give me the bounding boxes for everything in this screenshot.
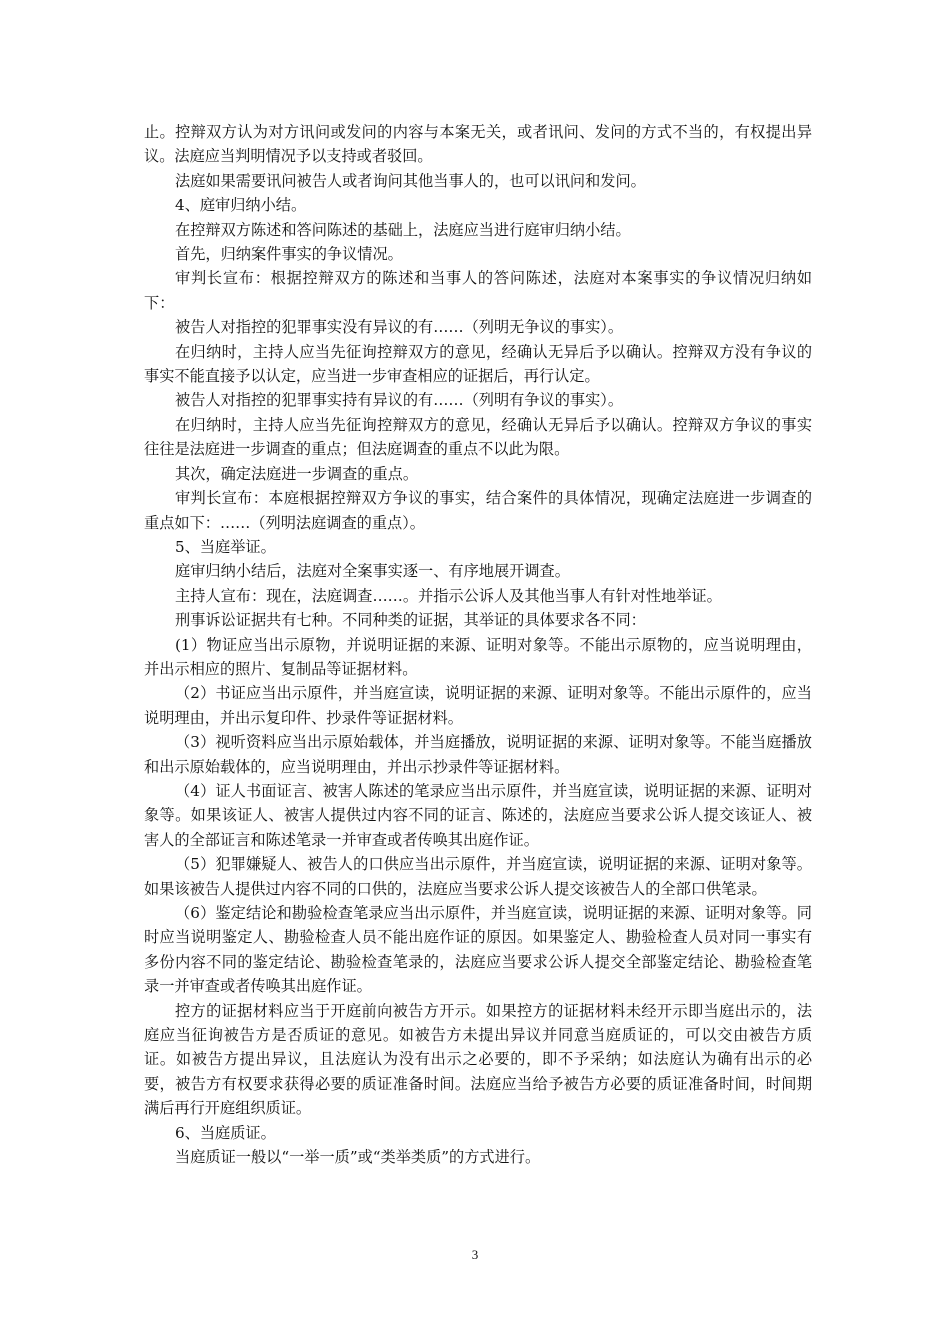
list-item: （6）鉴定结论和勘验检查笔录应当出示原件，并当庭宣读，说明证据的来源、证明对象等。同时应当说明鉴定人、勘验检查人员不能出庭作证的原因。如果鉴定人、勘验检查人员对同一事实有多份内容不同的鉴定结论、勘验检查笔录的，法庭应当要求公诉人提交全部鉴定结论、勘验检查笔录一并审查或者传唤其出庭作证。 <box>144 904 812 996</box>
paragraph: 被告人对指控的犯罪事实没有异议的有……（列明无争议的事实）。 <box>175 318 624 337</box>
list-item: （2）书证应当出示原件，并当庭宣读，说明证据的来源、证明对象等。不能出示原件的，应当说明理由，并出示复印件、抄录件等证据材料。 <box>144 684 812 727</box>
paragraph: 在控辩双方陈述和答问陈述的基础上，法庭应当进行庭审归纳小结。 <box>175 220 631 239</box>
section-heading: 4、庭审归纳小结。 <box>175 196 307 215</box>
list-item: (1）物证应当出示原物，并说明证据的来源、证明对象等。不能出示原物的，应当说明理由，并出示相应的照片、复制品等证据材料。 <box>144 635 812 678</box>
paragraph: 法庭如果需要讯问被告人或者询问其他当事人的，也可以讯问和发问。 <box>175 171 646 190</box>
paragraph: 庭审归纳小结后，法庭对全案事实逐一、有序地展开调查。 <box>175 562 570 581</box>
paragraph: 在归纳时，主持人应当先征询控辩双方的意见，经确认无异后予以确认。控辩双方争议的事实往往是法庭进一步调查的重点；但法庭调查的重点不以此为限。 <box>144 415 812 459</box>
paragraph: 当庭质证一般以“一举一质”或“类举类质”的方式进行。 <box>175 1148 541 1167</box>
paragraph: 审判长宣布：根据控辩双方的陈述和当事人的答问陈述，法庭对本案事实的争议情况归纳如下： <box>144 269 812 312</box>
section-heading: 5、当庭举证。 <box>175 537 276 556</box>
paragraph: 被告人对指控的犯罪事实持有异议的有……（列明有争议的事实）。 <box>175 391 624 410</box>
paragraph: 审判长宣布：本庭根据控辩双方争议的事实，结合案件的具体情况，现确定法庭进一步调查的重点如下：……（列明法庭调查的重点）。 <box>144 489 812 532</box>
paragraph: 其次，确定法庭进一步调查的重点。 <box>175 464 418 483</box>
paragraph: 在归纳时，主持人应当先征询控辩双方的意见，经确认无异后予以确认。控辩双方没有争议的事实不能直接予以认定，应当进一步审查相应的证据后，再行认定。 <box>144 342 812 386</box>
paragraph: 止。控辩双方认为对方讯问或发问的内容与本案无关，或者讯问、发问的方式不当的，有权提出异议。法庭应当判明情况予以支持或者驳回。 <box>144 123 812 166</box>
paragraph: 首先，归纳案件事实的争议情况。 <box>175 245 403 264</box>
document-body <box>144 120 812 1169</box>
paragraph: 主持人宣布：现在，法庭调查……。并指示公诉人及其他当事人有针对性地举证。 <box>175 586 722 605</box>
paragraph: 刑事诉讼证据共有七种。不同种类的证据，其举证的具体要求各不同： <box>175 611 646 630</box>
list-item: （4）证人书面证言、被害人陈述的笔录应当出示原件，并当庭宣读，说明证据的来源、证明对象等。如果该证人、被害人提供过内容不同的证言、陈述的，法庭应当要求公诉人提交该证人、被害人的全部证言和陈述笔录一并审查或者传唤其出庭作证。 <box>144 781 812 849</box>
list-item: （5）犯罪嫌疑人、被告人的口供应当出示原件，并当庭宣读，说明证据的来源、证明对象等。如果该被告人提供过内容不同的口供的，法庭应当要求公诉人提交该被告人的全部口供笔录。 <box>144 855 812 898</box>
section-heading: 6、当庭质证。 <box>175 1123 276 1142</box>
list-item: （3）视听资料应当出示原始载体，并当庭播放，说明证据的来源、证明对象等。不能当庭播放和出示原始载体的，应当说明理由，并出示抄录件等证据材料。 <box>144 733 812 776</box>
page-number: 3 <box>471 1247 479 1262</box>
paragraph: 控方的证据材料应当于开庭前向被告方开示。如果控方的证据材料未经开示即当庭出示的，法庭应当征询被告方是否质证的意见。如被告方未提出异议并同意当庭质证的，可以交由被告方质证。如被告方提出异议，且法庭认为没有出示之必要的，即不予采纳；如法庭认为确有出示的必要，被告方有权要求获得必要的质证准备时间。法庭应当给予被告方必要的质证准备时间，时间期满后再行开庭组织质证。 <box>144 1001 812 1118</box>
